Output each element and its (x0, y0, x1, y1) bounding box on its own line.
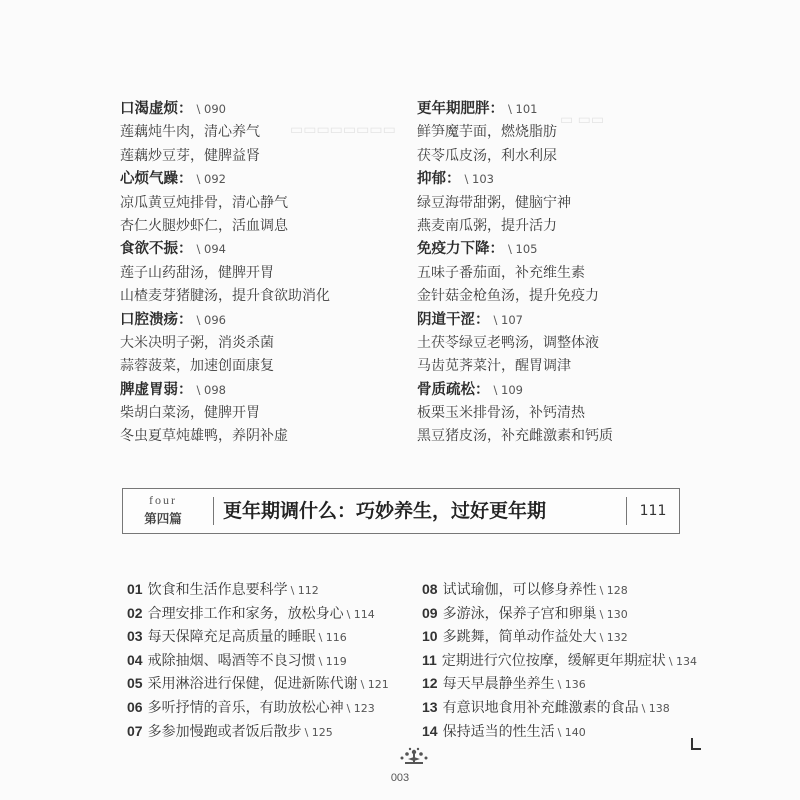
page-ref: \ 134 (668, 654, 698, 668)
toc-entry (422, 672, 712, 696)
recipe-label: 鲜笋魔芋面，燃烧脂肪 (417, 124, 557, 141)
entry-number: 03 (127, 628, 143, 645)
toc-entry (127, 625, 417, 649)
page-ref: \ 132 (599, 631, 628, 645)
page-ref: \ 138 (641, 701, 670, 715)
toc-entry (422, 625, 712, 649)
toc-entry (422, 649, 712, 673)
entry-title: 每天早晨静坐养生 (442, 676, 555, 693)
entry-number: 14 (422, 722, 438, 739)
recipe-label: 五味子番茄面，补充维生素 (417, 264, 585, 281)
chapter-cn-label: 第四篇 (144, 511, 182, 526)
recipe-label: 土茯苓绿豆老鸭汤，调整体液 (417, 334, 599, 351)
recipe-item (120, 332, 410, 355)
page-ref: \ 136 (557, 678, 586, 692)
toc-entry (127, 649, 417, 673)
category-heading (417, 168, 707, 191)
page-number: 003 (390, 772, 410, 784)
entry-number: 02 (127, 604, 143, 621)
category-heading (120, 168, 410, 191)
toc-entry (127, 672, 417, 696)
page-ref: \ 101 (508, 102, 538, 116)
page-ref: \ 092 (196, 172, 226, 187)
recipe-label: 黑豆猪皮汤，补充雌激素和钙质 (417, 428, 613, 445)
recipe-item (417, 262, 707, 285)
decorative-ornament-icon (396, 746, 432, 768)
entry-number: 07 (127, 722, 143, 739)
page-ref: \ 109 (493, 382, 523, 397)
recipe-item (417, 402, 707, 425)
banner-divider (213, 497, 214, 525)
page-ref: \ 119 (318, 654, 347, 668)
recipe-label: 莲藕炒豆芽，健脾益肾 (120, 147, 260, 164)
chapter-toc-left (127, 578, 417, 743)
entry-title: 多游泳，保养子宫和卵巢 (442, 605, 597, 622)
category-label: 食欲不振： (120, 241, 193, 258)
category-heading (417, 238, 707, 261)
banner-divider (626, 497, 627, 525)
entry-title: 戒除抽烟、喝酒等不良习惯 (147, 652, 316, 669)
recipe-item (417, 215, 707, 238)
entry-number: 11 (422, 651, 437, 668)
entry-number: 08 (422, 581, 438, 597)
category-label: 口渴虚烦： (120, 101, 193, 117)
category-label: 更年期肥胖： (417, 101, 504, 117)
recipe-label: 凉瓜黄豆炖排骨，清心静气 (120, 194, 288, 211)
entry-title: 多参加慢跑或者饭后散步 (147, 723, 302, 740)
show-through-text: ▭▭▭▭▭▭▭▭ (290, 122, 396, 138)
recipe-item (120, 402, 410, 425)
entry-number: 12 (422, 675, 438, 692)
entry-number: 04 (127, 651, 143, 668)
category-label: 阴道干涩： (417, 311, 490, 328)
toc-entry (422, 696, 712, 720)
recipe-label: 莲子山药甜汤，健脾开胃 (120, 264, 274, 281)
category-label: 口腔溃疡： (120, 311, 193, 328)
entry-number: 10 (422, 628, 438, 645)
toc-entry (422, 602, 712, 626)
entry-number: 01 (127, 581, 143, 597)
recipe-label: 蒜蓉菠菜，加速创面康复 (120, 358, 274, 375)
entry-title: 有意识地食用补充雌激素的食品 (442, 699, 639, 716)
recipe-label: 冬虫夏草炖雄鸭，养阴补虚 (120, 428, 288, 445)
page-ref: \ 128 (599, 584, 628, 597)
chapter-tag (123, 489, 203, 533)
category-heading (417, 379, 707, 402)
chapter-toc-right (422, 578, 712, 743)
entry-number: 06 (127, 698, 143, 715)
entry-title: 合理安排工作和家务，放松身心 (147, 605, 344, 622)
recipe-label: 莲藕炖牛肉，清心养气 (120, 124, 260, 141)
category-heading (120, 309, 410, 332)
recipe-item (417, 121, 707, 144)
recipe-item (120, 285, 410, 308)
entry-title: 每天保障充足高质量的睡眠 (147, 629, 316, 646)
category-label: 心烦气躁： (120, 171, 193, 188)
category-label: 脾虚胃弱： (120, 381, 193, 398)
page-ref: \ 105 (508, 242, 538, 257)
entry-title: 多跳舞，简单动作益处大 (442, 629, 597, 646)
recipe-label: 绿豆海带甜粥，健脑宁神 (417, 194, 571, 211)
category-label: 骨质疏松： (417, 381, 490, 398)
category-heading (120, 238, 410, 261)
page-ref: \ 123 (346, 701, 375, 715)
show-through-text: ▭ ▭▭ (560, 112, 605, 128)
recipe-item (417, 192, 707, 215)
recipe-label: 山楂麦芽猪腱汤，提升食欲助消化 (120, 288, 330, 305)
entry-title: 采用淋浴进行保健，促进新陈代谢 (147, 676, 358, 693)
chapter-title: 更年期调什么：巧妙养生，过好更年期 (223, 500, 547, 522)
recipe-item (120, 145, 410, 168)
page-ref: \ 094 (196, 242, 226, 257)
page-ref: \ 121 (360, 678, 389, 692)
recipe-item (417, 285, 707, 308)
recipe-item (417, 145, 707, 168)
chapter-page-number: 111 (639, 503, 667, 519)
page-ref: \ 112 (290, 584, 319, 597)
recipe-item (120, 215, 410, 238)
entry-title: 试试瑜伽，可以修身养性 (442, 582, 597, 598)
page-edge-mark (689, 737, 703, 751)
entry-title: 保持适当的性生活 (442, 723, 555, 740)
entry-title: 饮食和生活作息要科学 (147, 582, 288, 598)
recipe-label: 金针菇金枪鱼汤，提升免疫力 (417, 288, 599, 305)
entry-title: 多听抒情的音乐，有助放松心神 (147, 699, 344, 716)
category-heading (417, 98, 707, 121)
recipe-label: 马齿苋荠菜汁，醒胃调津 (417, 358, 571, 375)
entry-title: 定期进行穴位按摩，缓解更年期症状 (441, 652, 666, 669)
recipe-label: 大米决明子粥，消炎杀菌 (120, 334, 274, 351)
entry-number: 05 (127, 675, 143, 692)
recipe-index-right (417, 98, 707, 449)
entry-number: 09 (422, 604, 438, 621)
toc-entry (127, 720, 417, 744)
recipe-label: 柴胡白菜汤，健脾开胃 (120, 405, 260, 422)
entry-number: 13 (422, 698, 438, 715)
recipe-item (417, 355, 707, 378)
toc-entry (422, 720, 712, 744)
recipe-item (120, 192, 410, 215)
chapter-banner (122, 488, 680, 534)
recipe-item (120, 355, 410, 378)
page-ref: \ 130 (599, 607, 628, 621)
toc-entry (127, 696, 417, 720)
page-ref: \ 107 (493, 312, 523, 327)
page-ref: \ 116 (318, 631, 347, 645)
recipe-label: 板栗玉米排骨汤，补钙清热 (417, 405, 585, 422)
page-ref: \ 125 (304, 725, 333, 739)
page-ref: \ 114 (346, 607, 375, 621)
toc-entry (127, 578, 417, 602)
page-ref: \ 103 (464, 172, 494, 187)
page-ref: \ 090 (196, 102, 226, 116)
recipe-item (120, 262, 410, 285)
category-heading (417, 309, 707, 332)
page-ref: \ 098 (196, 382, 226, 397)
recipe-item (120, 425, 410, 448)
toc-entry (422, 578, 712, 602)
chapter-en-label: four (149, 493, 177, 507)
recipe-item (120, 121, 410, 144)
recipe-index-left (120, 98, 410, 449)
recipe-label: 茯苓瓜皮汤，利水利尿 (417, 147, 557, 164)
toc-entry (127, 602, 417, 626)
category-label: 免疫力下降： (417, 241, 504, 258)
category-heading (120, 98, 410, 121)
recipe-item (417, 425, 707, 448)
recipe-label: 杏仁火腿炒虾仁，活血调息 (120, 217, 288, 234)
recipe-item (417, 332, 707, 355)
page-ref: \ 140 (557, 725, 586, 739)
category-label: 抑郁： (417, 171, 461, 188)
category-heading (120, 379, 410, 402)
page-ref: \ 096 (196, 312, 226, 327)
recipe-label: 燕麦南瓜粥，提升活力 (417, 217, 557, 234)
